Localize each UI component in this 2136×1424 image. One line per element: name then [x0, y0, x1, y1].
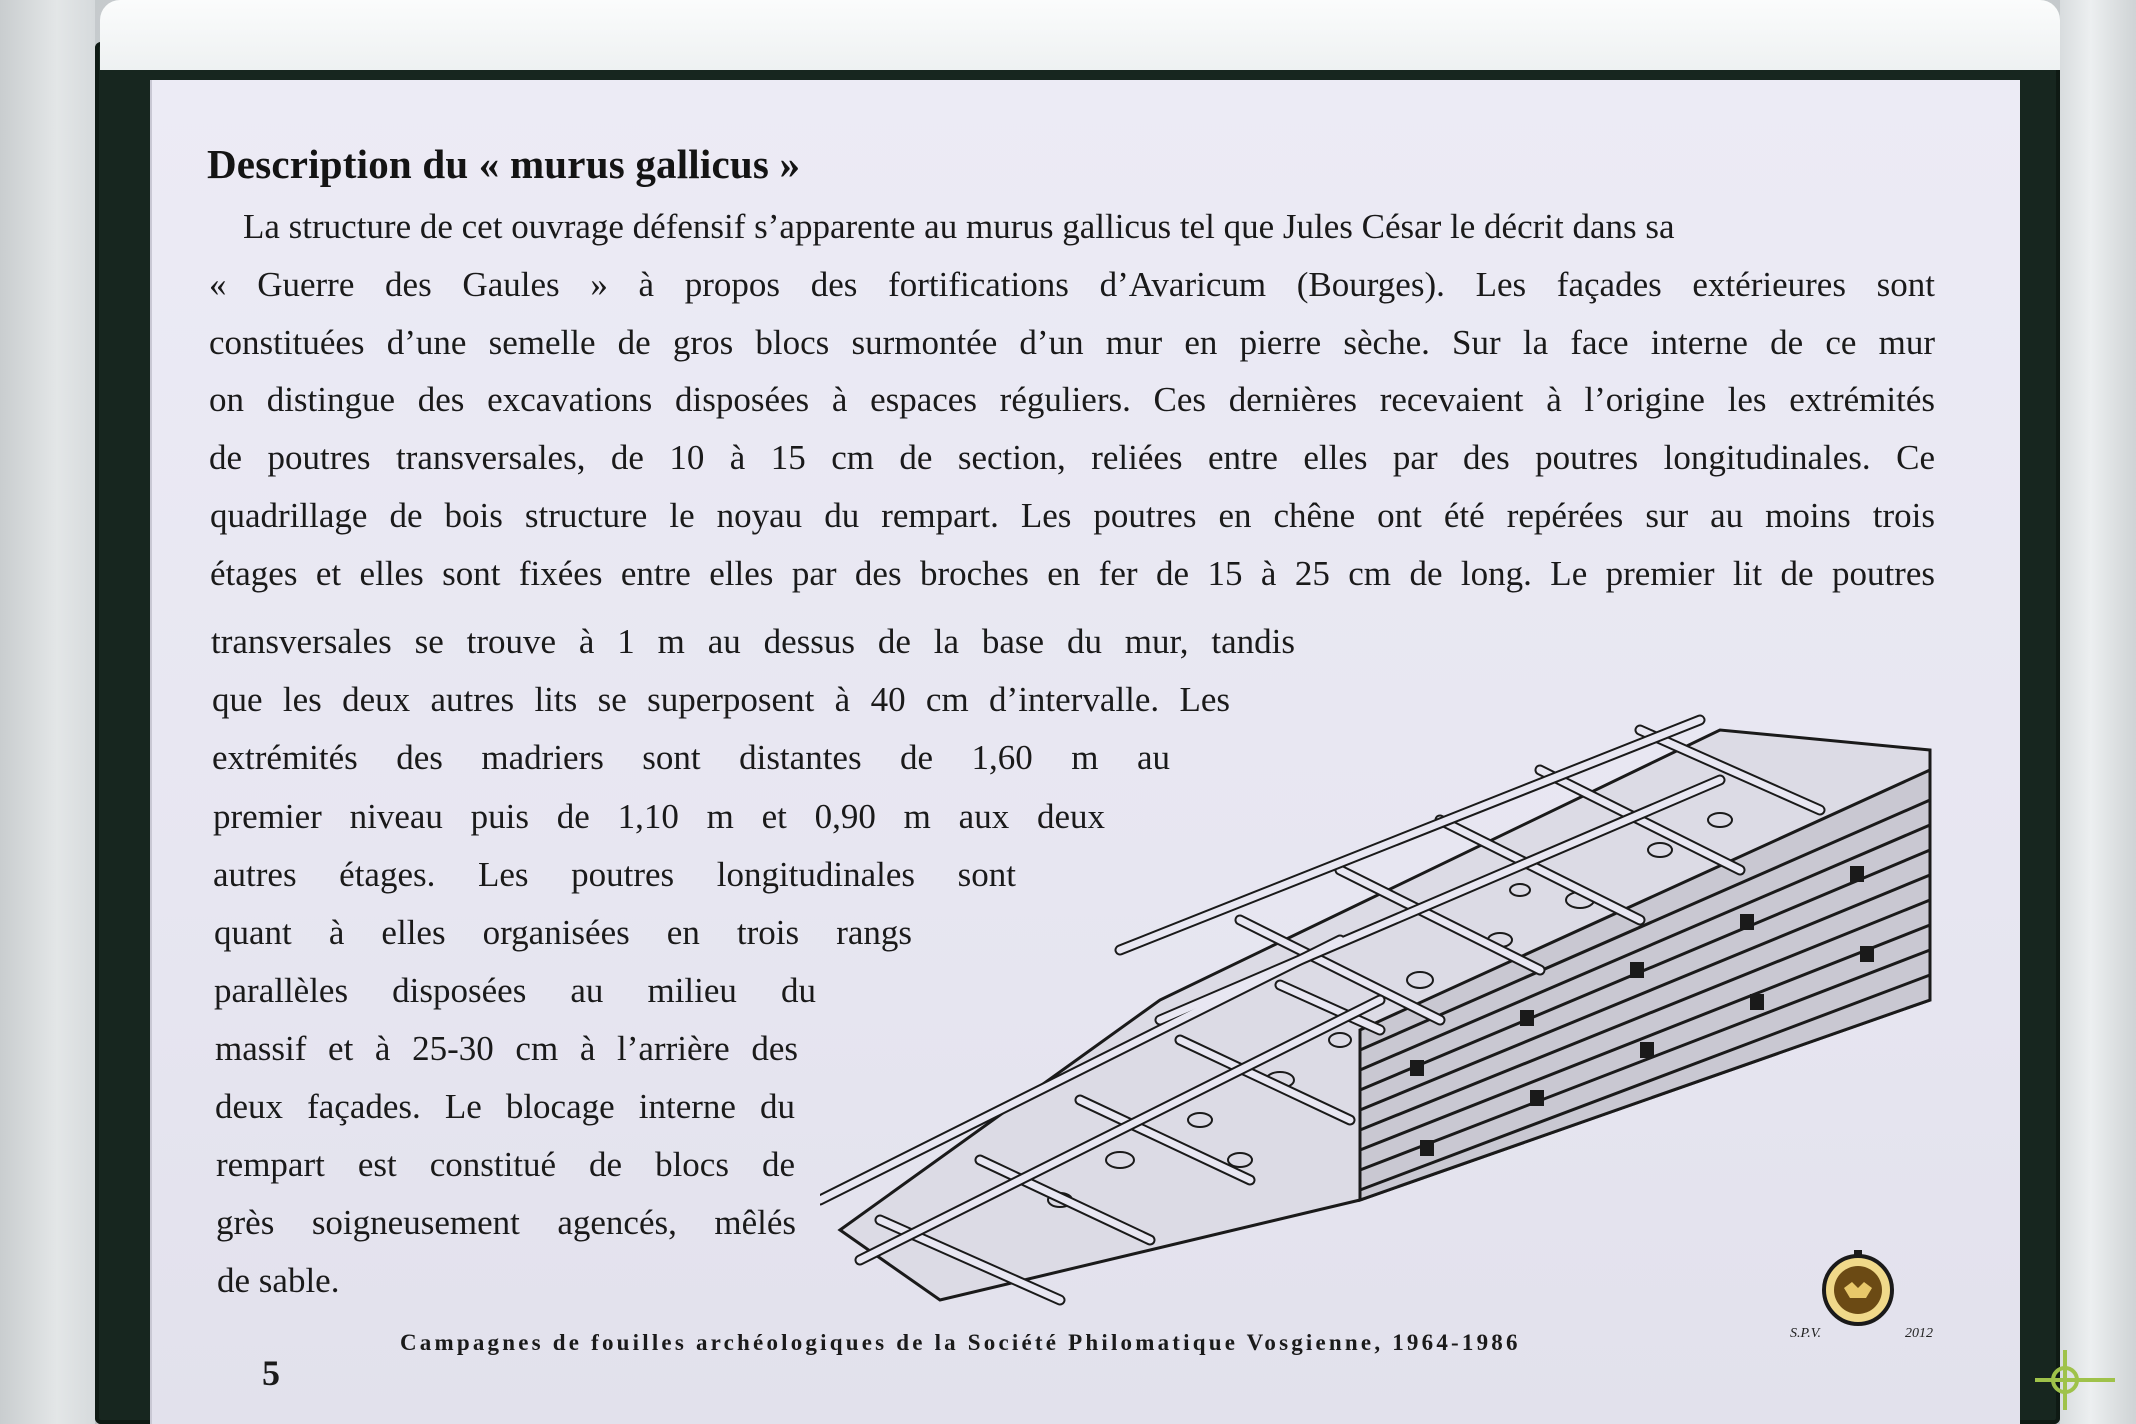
snowy-background-left	[0, 0, 95, 1424]
sign-title: Description du « murus gallicus »	[207, 141, 801, 187]
sign-footer: Campagnes de fouilles archéologiques de la Société Philomatique Vosgienne, 1964-1986	[400, 1330, 1521, 1355]
text-line: étages et elles sont fixées entre elles par des broches en fer de 15 à 25 cm de long. Le premier lit de poutres	[210, 554, 1935, 593]
text-line: autres étages. Les poutres longitudinales sont	[213, 855, 1016, 894]
text-line: deux façades. Le blocage interne du	[215, 1087, 795, 1126]
text-line: quadrillage de bois structure le noyau du rempart. Les poutres en chêne ont été repérées sur au moins trois	[210, 496, 1935, 535]
text-line: transversales se trouve à 1 m au dessus de la base du mur, tandis	[211, 622, 1295, 661]
page-number: 5	[262, 1353, 280, 1393]
snowy-background-right	[2060, 0, 2136, 1424]
snow-on-sign	[100, 0, 2060, 70]
text-line: premier niveau puis de 1,10 m et 0,90 m aux deux	[213, 797, 1105, 836]
murus-gallicus-drawing	[820, 640, 1940, 1320]
text-line: rempart est constitué de blocs de	[216, 1145, 795, 1184]
text-line: « Guerre des Gaules » à propos des fortifications d’Avaricum (Bourges). Les façades extérieures sont	[209, 265, 1935, 304]
text-line: massif et à 25-30 cm à l’arrière des	[215, 1029, 798, 1068]
seal-label-left: S.P.V.	[1790, 1326, 1821, 1341]
text-line: La structure de cet ouvrage défensif s’apparente au murus gallicus tel que Jules César le décrit dans sa	[243, 207, 1675, 246]
seal-label-right: 2012	[1905, 1326, 1933, 1341]
text-line: constituées d’une semelle de gros blocs surmontée d’un mur en pierre sèche. Sur la face interne de ce mur	[209, 323, 1935, 362]
target-watermark-icon	[2030, 1345, 2120, 1415]
society-seal-icon	[1818, 1248, 1898, 1328]
text-line: parallèles disposées au milieu du	[214, 971, 816, 1010]
text-line: que les deux autres lits se superposent à 40 cm d’intervalle. Les	[212, 680, 1230, 719]
text-line: extrémités des madriers sont distantes de 1,60 m au	[212, 738, 1170, 777]
text-line: de sable.	[217, 1261, 340, 1300]
text-line: grès soigneusement agencés, mêlés	[216, 1203, 796, 1242]
text-line: de poutres transversales, de 10 à 15 cm de section, reliées entre elles par des poutres longitudinales. Ce	[209, 438, 1935, 477]
text-line: on distingue des excavations disposées à espaces réguliers. Ces dernières recevaient à l’origine les extrémités	[209, 380, 1935, 419]
text-line: quant à elles organisées en trois rangs	[214, 913, 912, 952]
